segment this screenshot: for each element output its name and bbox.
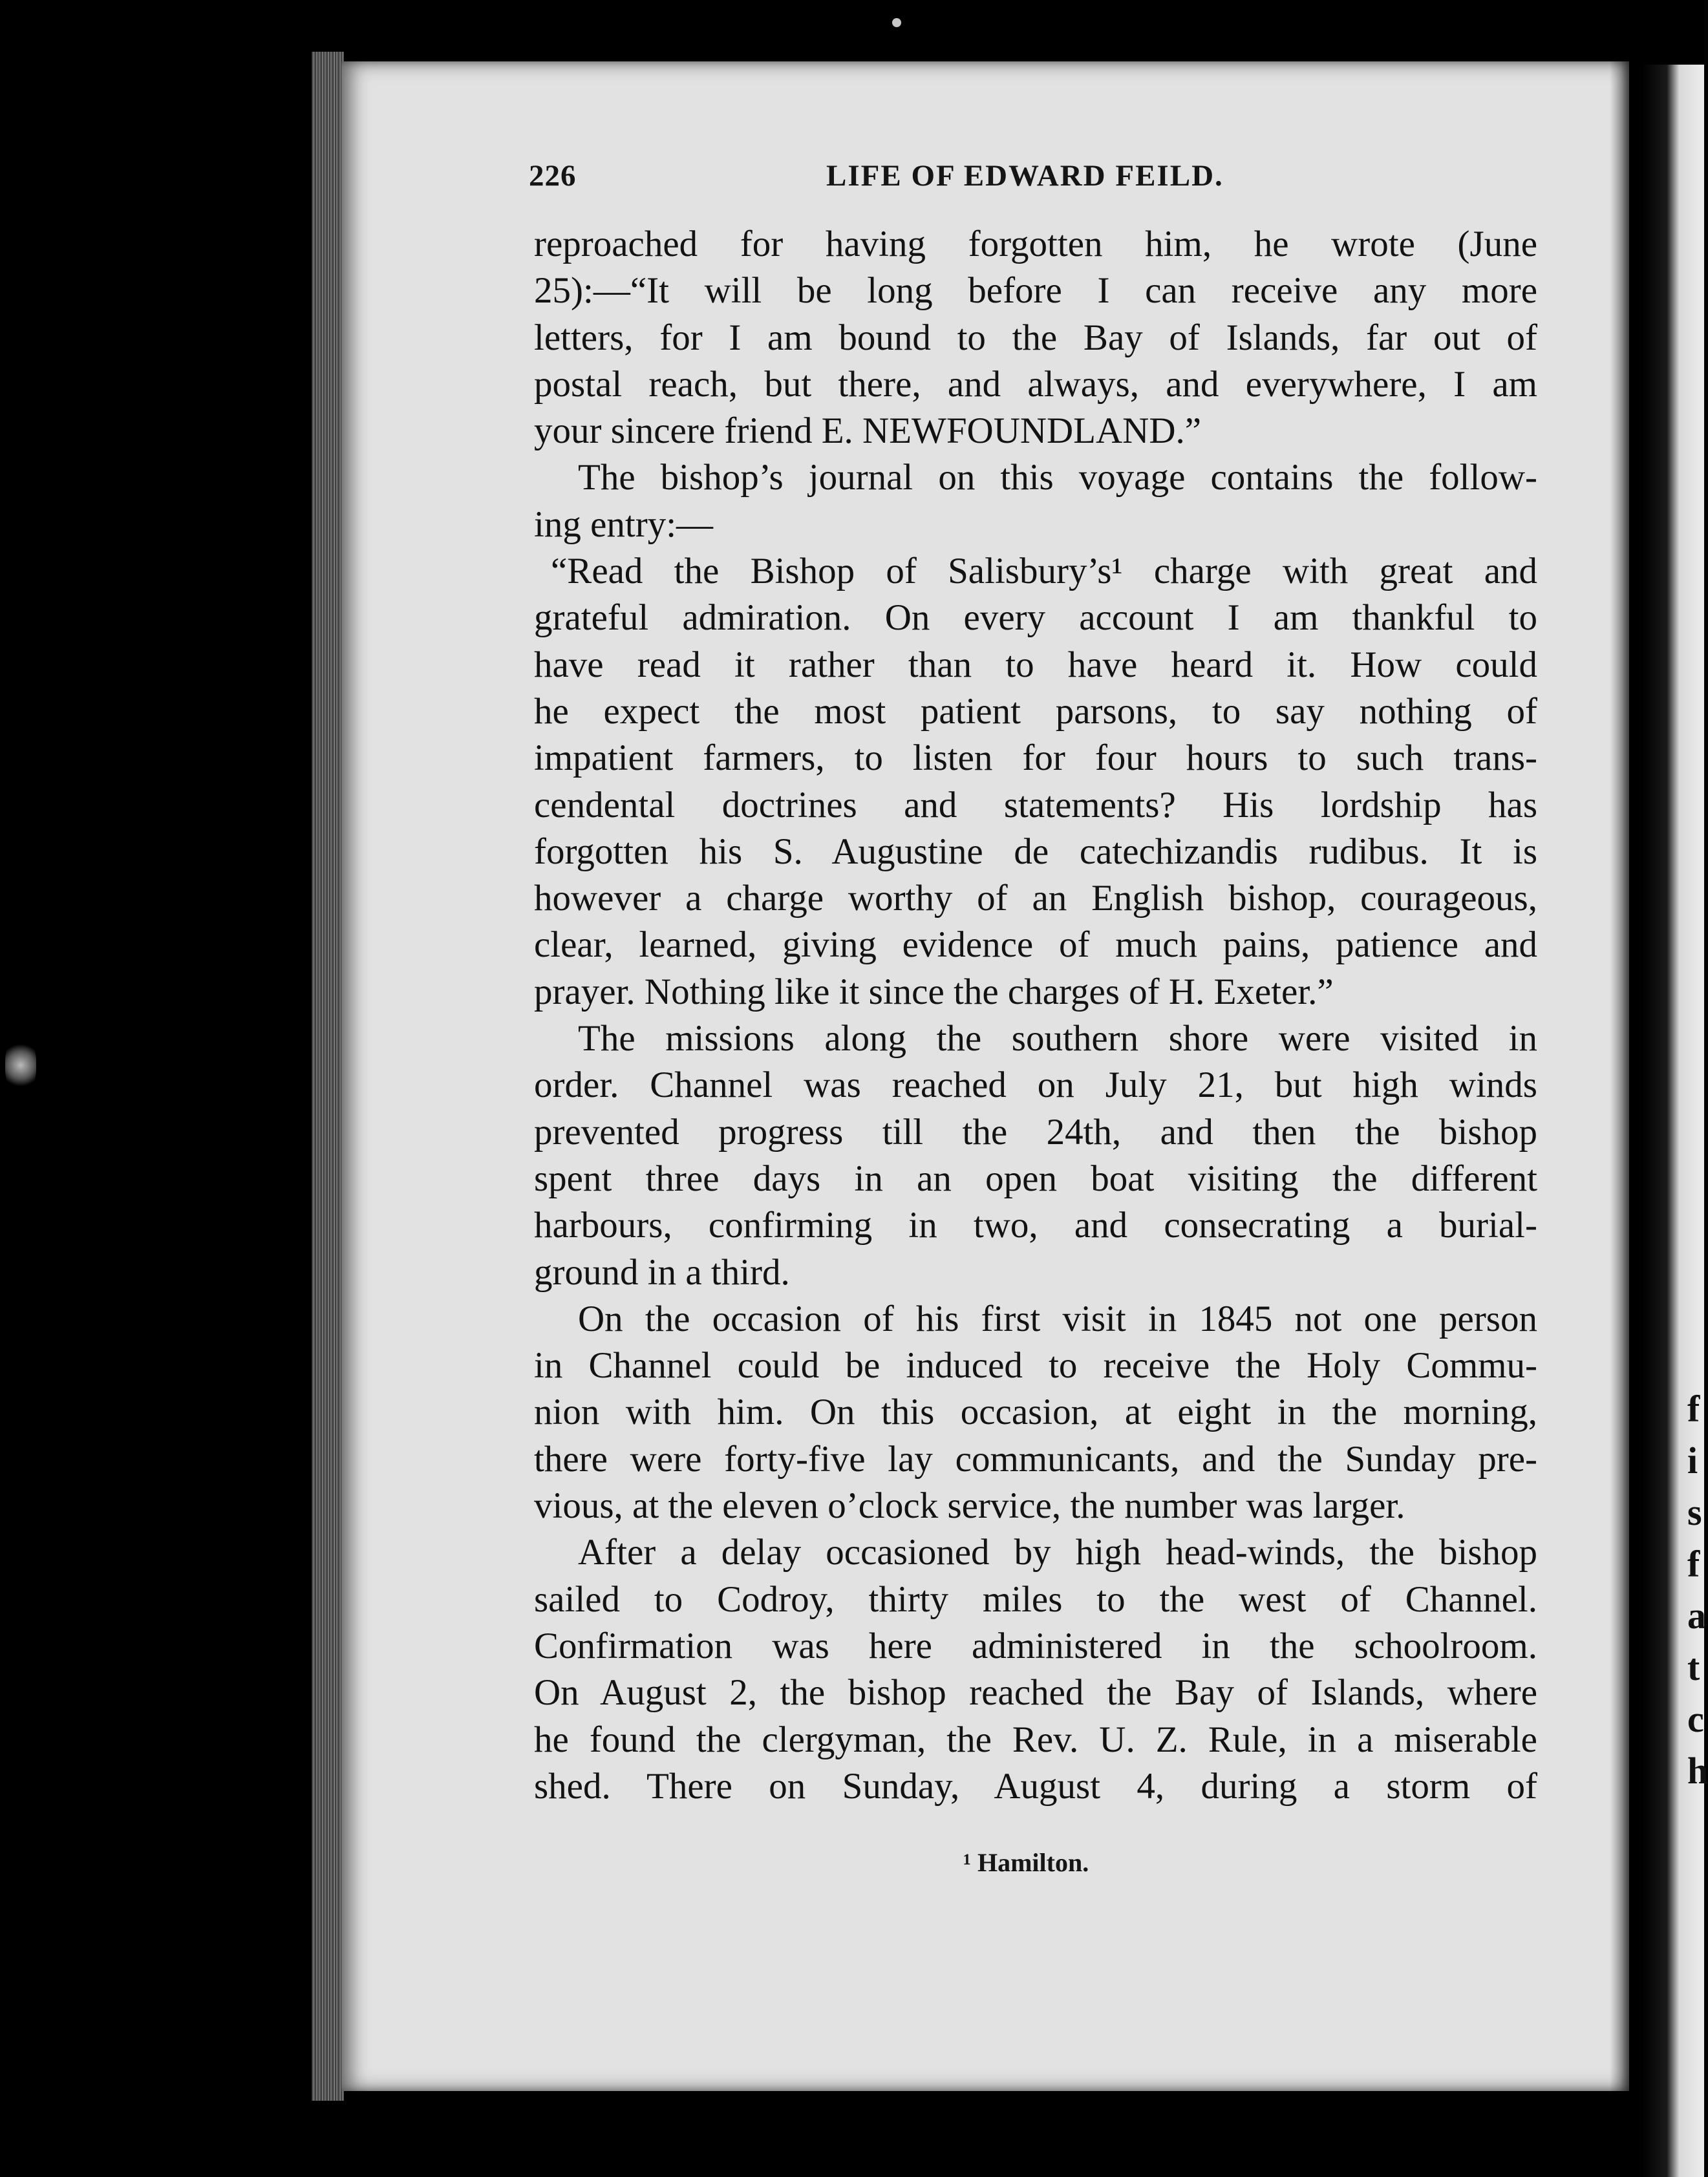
text-line: prevented progress till the 24th, and then the bishop: [534, 1111, 1537, 1152]
text-line: he expect the most patient parsons, to say nothing of: [534, 690, 1537, 732]
gutter-shadow: [1610, 61, 1642, 2091]
text-line: harbours, confirming in two, and consecrating a burial-: [534, 1205, 1537, 1246]
text-line: your sincere friend E. NEWFOUNDLAND.”: [534, 410, 1202, 452]
page-stack-edge: [312, 52, 344, 2101]
text-line: “Read the Bishop of Salisbury’s¹ charge with great and: [551, 551, 1537, 592]
text-line: On August 2, the bishop reached the Bay of Islands, where: [534, 1672, 1537, 1714]
text-line: Confirmation was here administered in the schoolroom.: [534, 1625, 1537, 1666]
facing-page-text-fragments: f i s f a t c h: [1687, 1388, 1708, 1792]
text-line: After a delay occasioned by high head-winds, the bishop: [578, 1532, 1537, 1573]
text-line: 25):—“It will be long before I can receive any more: [534, 270, 1537, 312]
running-title: LIFE OF EDWARD FEILD.: [826, 159, 1224, 193]
page-number: 226: [529, 159, 577, 193]
scan-speck: [892, 18, 901, 27]
text-line: shed. There on Sunday, August 4, during a storm of: [534, 1765, 1537, 1807]
text-line: cendental doctrines and statements? His lordship has: [534, 784, 1537, 825]
text-line: in Channel could be induced to receive the Holy Commu-: [534, 1345, 1537, 1386]
scan-blot: [5, 1039, 36, 1091]
text-line: ground in a third.: [534, 1251, 790, 1293]
text-line: postal reach, but there, and always, and everywhere, I am: [534, 363, 1537, 405]
text-line: prayer. Nothing like it since the charges of H. Exeter.”: [534, 971, 1334, 1012]
text-line: have read it rather than to have heard it. How could: [534, 644, 1537, 685]
text-line: forgotten his S. Augustine de catechizandis rudibus. It is: [534, 831, 1537, 872]
text-line: clear, learned, giving evidence of much pains, patience and: [534, 924, 1537, 966]
text-line: The bishop’s journal on this voyage contains the follow-: [578, 457, 1537, 498]
text-line: there were forty-five lay communicants, and the Sunday pre-: [534, 1438, 1537, 1480]
text-line: vious, at the eleven o’clock service, the number was larger.: [534, 1485, 1405, 1527]
text-line: however a charge worthy of an English bishop, courageous,: [534, 878, 1537, 919]
text-line: reproached for having forgotten him, he wrote (June: [534, 224, 1537, 264]
text-line: The missions along the southern shore were visited in: [578, 1018, 1537, 1059]
text-line: he found the clergyman, the Rev. U. Z. Rule, in a miserable: [534, 1719, 1537, 1760]
text-line: grateful admiration. On every account I am thankful to: [534, 597, 1537, 639]
text-line: ing entry:—: [534, 504, 714, 545]
text-line: order. Channel was reached on July 21, but high winds: [534, 1065, 1537, 1106]
text-line: nion with him. On this occasion, at eight in the morning,: [534, 1392, 1537, 1433]
body-text: [534, 221, 1537, 1810]
text-line: letters, for I am bound to the Bay of Islands, far out of: [534, 317, 1537, 358]
text-line: sailed to Codroy, thirty miles to the west of Channel.: [534, 1578, 1537, 1620]
running-header: [529, 158, 1539, 204]
text-line: On the occasion of his first visit in 1845 not one person: [578, 1298, 1537, 1339]
text-line: impatient farmers, to listen for four hours to such trans-: [534, 738, 1537, 779]
footnote: ¹ Hamilton.: [963, 1848, 1089, 1877]
text-line: spent three days in an open boat visiting the different: [534, 1158, 1537, 1199]
